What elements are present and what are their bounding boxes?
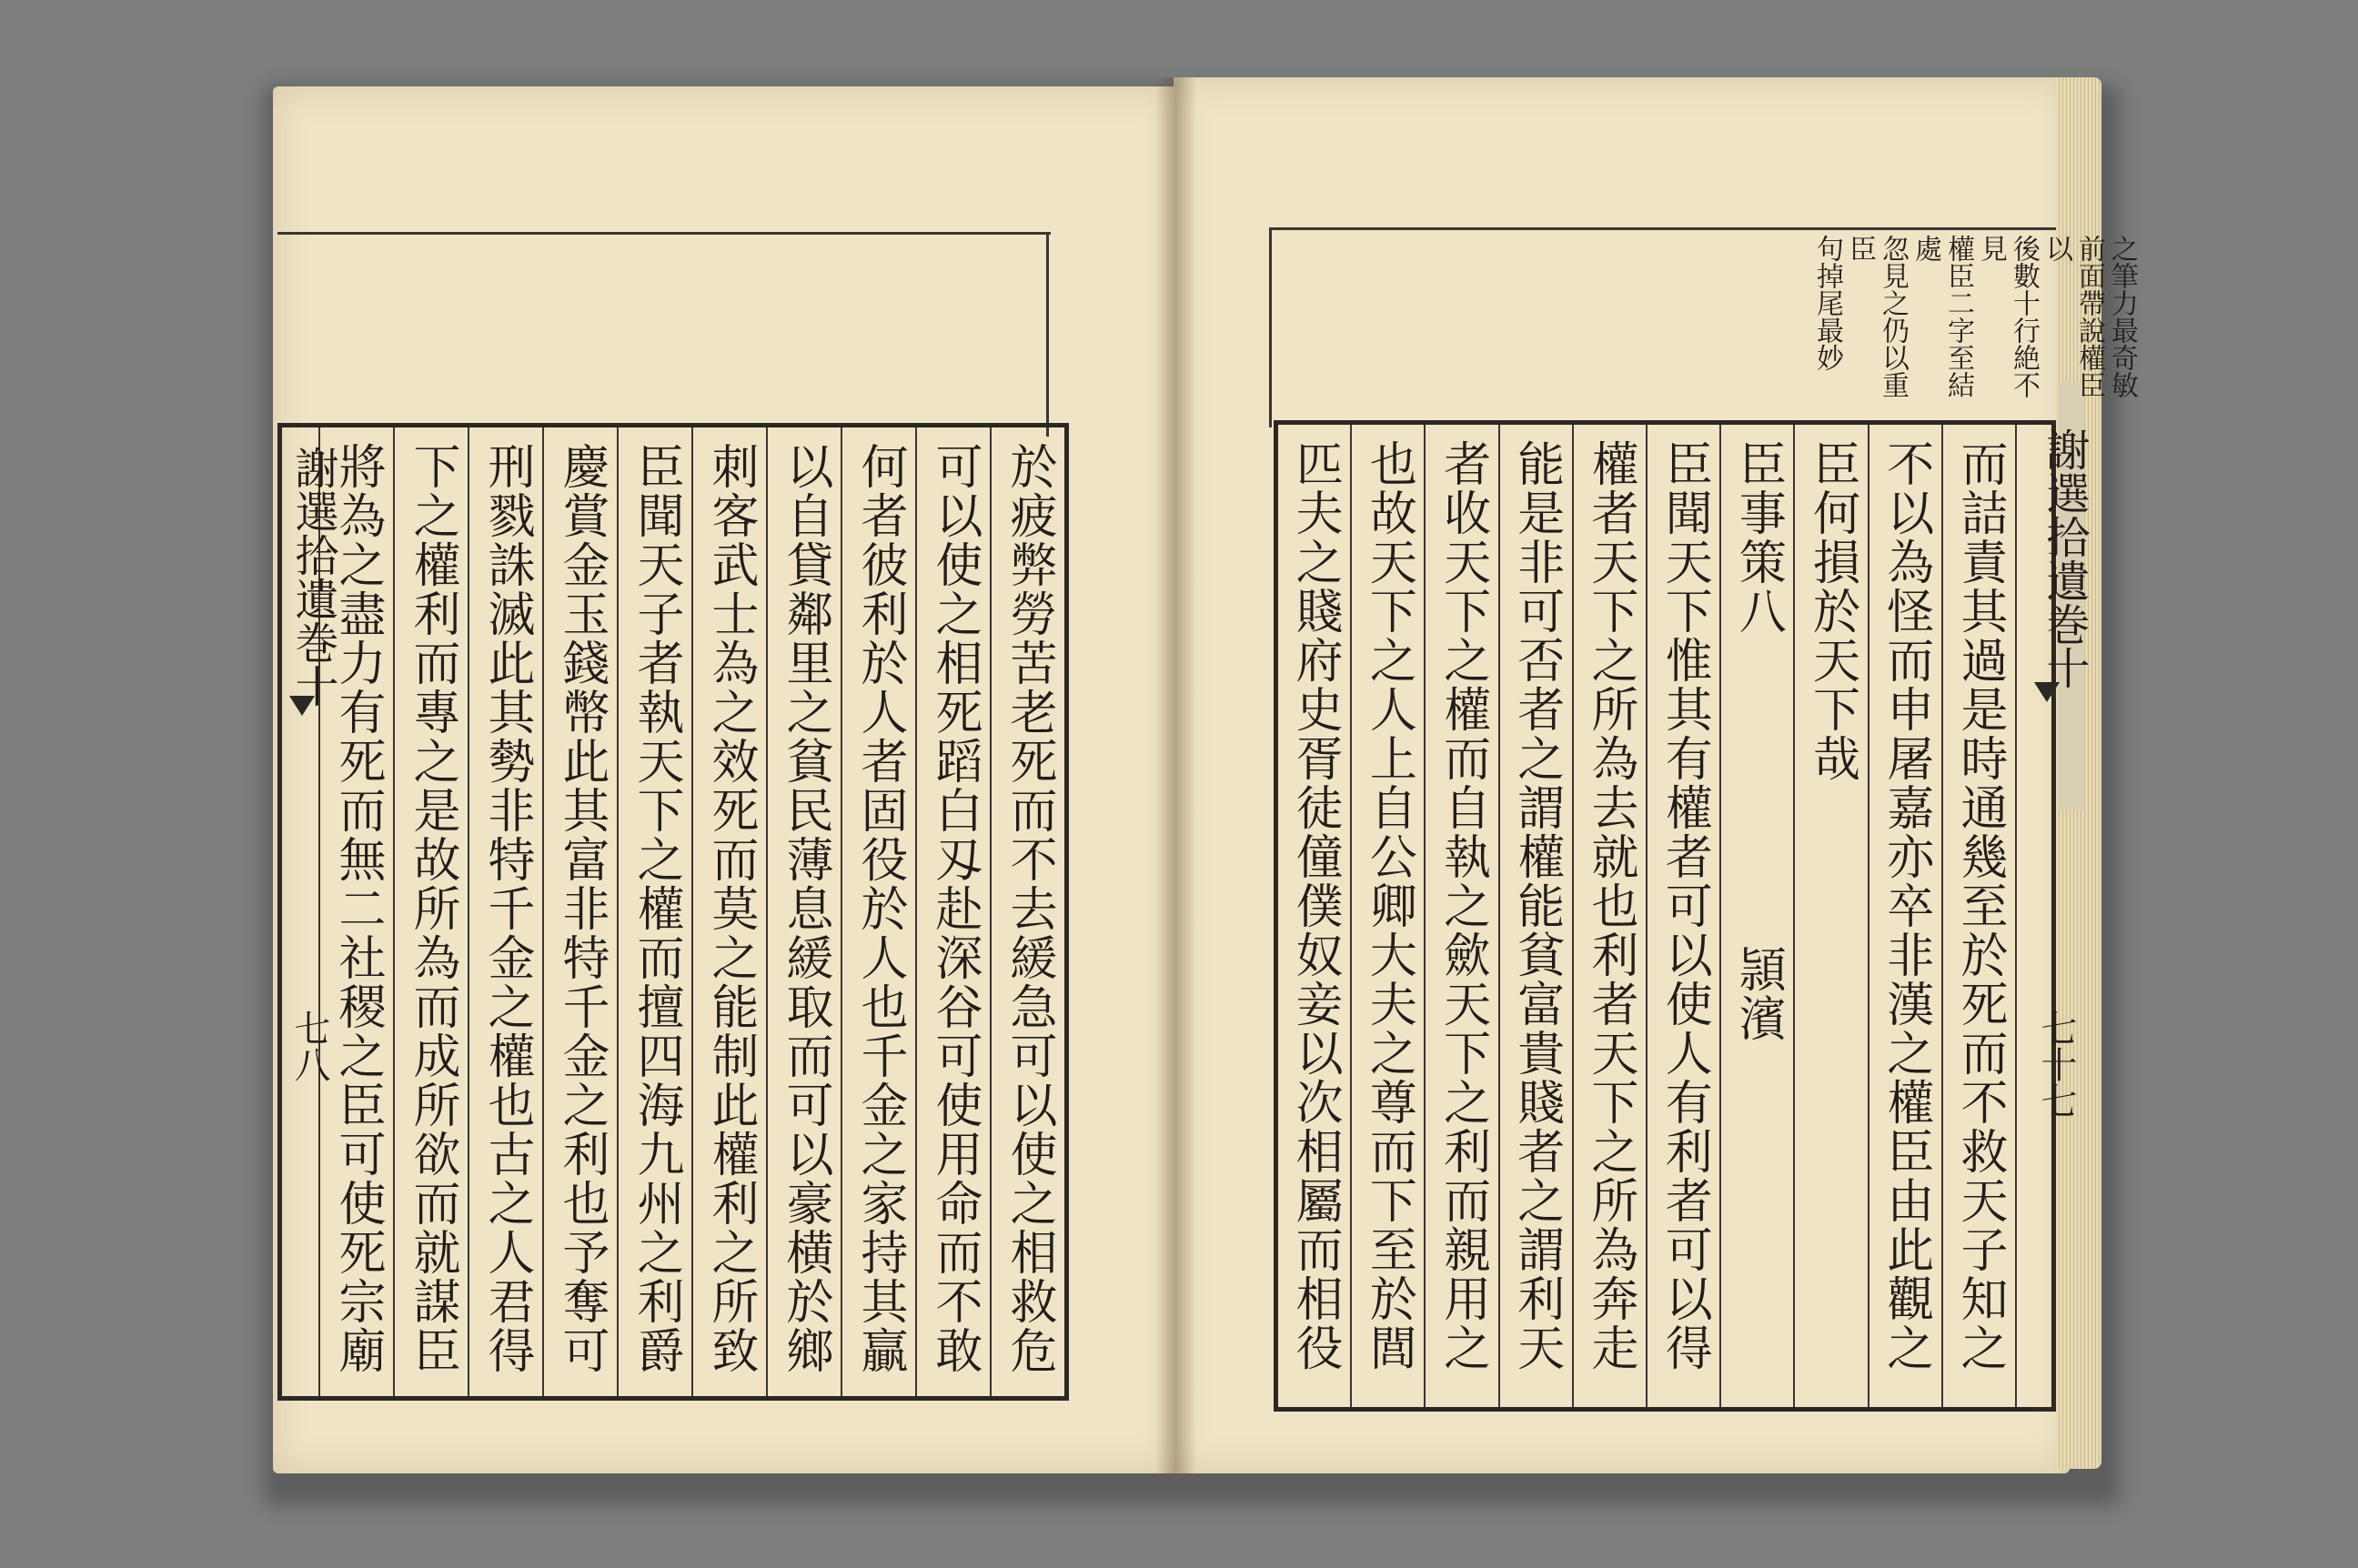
headnote-line: 之筆力最奇敏 [2106, 235, 2138, 398]
text-column: 權者天下之所為去就也利者天下之所為奔走 [1572, 425, 1646, 1407]
left-header-frame-line [1046, 232, 1049, 437]
fish-tail-mark [2034, 682, 2060, 702]
right-text-frame [1274, 420, 2056, 1412]
text-column: 者收天下之權而自執之歛天下之利而親用之 [1424, 425, 1497, 1407]
text-column: 可以使之相死蹈白刄赴深谷可使用命而不敢 [915, 427, 990, 1396]
right-header-frame-line [1269, 227, 1272, 427]
text-column: 於疲弊勞苦老死而不去緩急可以使之相救危 [990, 427, 1064, 1396]
headnote-line: 後數十行絶不見 [1975, 235, 2040, 398]
essay-heading-column [1719, 425, 1793, 1407]
headnote-line: 句掉尾最妙 [1811, 235, 1843, 371]
text-column: 能是非可否者之謂權能貧富貴賤者之謂利天 [1498, 425, 1572, 1407]
text-column: 臣聞天子者執天下之權而擅四海九州之利爵 [617, 427, 691, 1396]
headnote-line: 忽見之仍以重臣 [1844, 235, 1909, 398]
text-column: 將為之盡力有死而無二社稷之臣可使死宗廟 [318, 427, 393, 1396]
text-column: 不以為怪而申屠嘉亦卒非漢之權臣由此觀之 [1868, 425, 1941, 1407]
headnote-line: 前面帶說權臣以 [2041, 235, 2105, 398]
left-top-rule [277, 232, 1051, 235]
text-column: 而詰責其過是時通幾至於死而不救天子知之 [1941, 425, 2015, 1407]
text-column: 也故天下之人上自公卿大夫之尊而下至於閭 [1350, 425, 1424, 1407]
right-margin-title-text: 謝選拾遺 [2039, 427, 2090, 602]
text-column: 慶賞金玉錢幣此其富非特千金之利也予奪可 [542, 427, 617, 1396]
book-gutter [1155, 77, 1196, 1473]
left-margin-title [282, 446, 345, 708]
left-page-number: 七八 [288, 1010, 330, 1082]
headnote-line: 權臣二字至結處 [1910, 235, 1974, 398]
left-margin-volume: 巻十 [287, 620, 338, 708]
left-text-frame [277, 423, 1069, 1401]
text-column: 下之權利而專之是故所為而成所欲而就謀臣 [393, 427, 468, 1396]
essay-title: 臣事策八 [1730, 439, 1786, 636]
left-margin-title-text: 謝選拾遺 [287, 446, 338, 620]
right-page-number: 七十七 [2035, 1010, 2077, 1119]
text-column: 刺客武士為之效死而莫之能制此權利之所致 [691, 427, 766, 1396]
right-margin-title [2033, 427, 2096, 689]
right-top-rule [1269, 227, 2056, 230]
text-column: 臣聞天下惟其有權者可以使人有利者可以得 [1646, 425, 1719, 1407]
essay-author: 頴濱 [1730, 945, 1786, 1043]
text-column: 臣何損於天下哉 [1793, 425, 1867, 1407]
text-column: 以自貸鄰里之貧民薄息緩取而可以豪横於鄉 [766, 427, 841, 1396]
fish-tail-mark [289, 696, 315, 716]
headnote [1810, 235, 2138, 417]
text-column: 何者彼利於人者固役於人也千金之家持其贏 [841, 427, 915, 1396]
text-column: 刑戮誅滅此其勢非特千金之權也古之人君得 [468, 427, 542, 1396]
right-margin-volume: 巻十 [2039, 602, 2090, 689]
text-column: 匹夫之賤府史胥徒僮僕奴妾以次相屬而相役 [1287, 439, 1343, 1372]
